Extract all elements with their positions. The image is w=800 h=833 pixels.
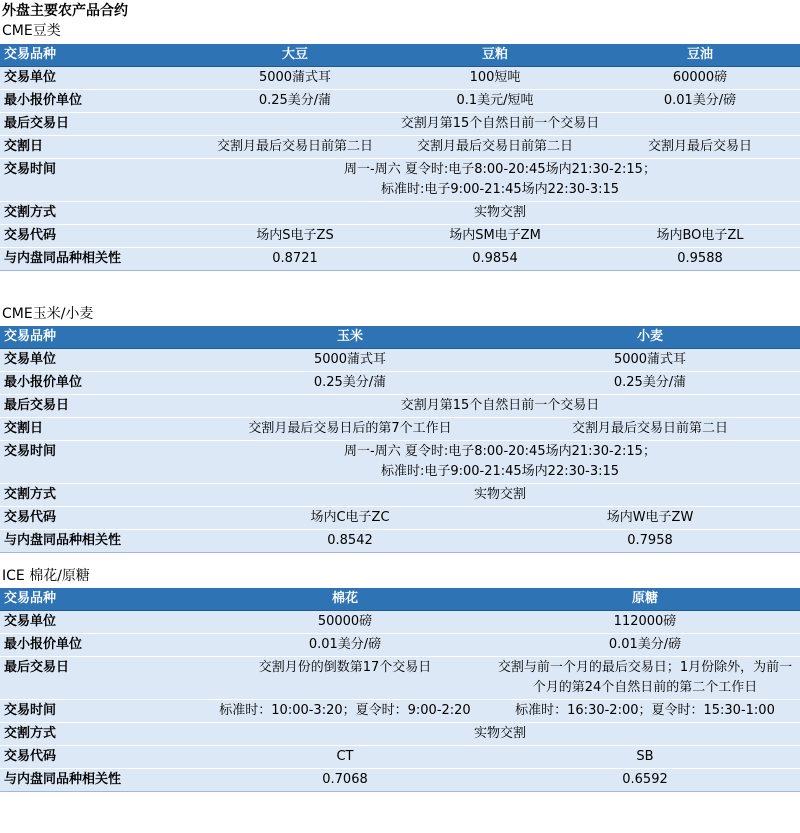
table-row <box>0 611 800 634</box>
row-label: 与内盘同品种相关性 <box>0 769 200 792</box>
table-cell: 交割月最后交易日后的第7个工作日 <box>200 418 500 441</box>
header-cell: 玉米 <box>200 326 500 349</box>
table-row <box>0 136 800 159</box>
section-title-ice-cotton-sugar: ICE 棉花/原糖 <box>2 568 90 584</box>
table-cell: 0.1美元/短吨 <box>390 90 600 113</box>
spec-table-cme-beans <box>0 44 800 271</box>
table-cell: 标准时：10:00-3:20；夏令时：9:00-2:20 <box>200 700 490 723</box>
table-cell: 5000蒲式耳 <box>200 349 500 372</box>
table-cell: 0.7958 <box>500 530 800 553</box>
table-cell: 0.01美分/磅 <box>600 90 800 113</box>
table-row <box>0 700 800 723</box>
row-label: 交割方式 <box>0 202 200 225</box>
table-cell: 0.01美分/磅 <box>490 634 800 657</box>
table-row <box>0 349 800 372</box>
table-cell: SB <box>490 746 800 769</box>
table-cell: 112000磅 <box>490 611 800 634</box>
table-row <box>0 225 800 248</box>
table-cell: 0.9588 <box>600 248 800 271</box>
table-cell: 交割月最后交易日前第二日 <box>200 136 390 159</box>
table-header-row <box>0 326 800 349</box>
row-label: 与内盘同品种相关性 <box>0 248 200 271</box>
section-title-cme-corn-wheat: CME玉米/小麦 <box>2 306 94 322</box>
table-header-row <box>0 588 800 611</box>
row-label: 交易时间 <box>0 159 200 202</box>
table-cell: 场内SM电子ZM <box>390 225 600 248</box>
row-label: 最小报价单位 <box>0 634 200 657</box>
table-cell: 标准时：16:30-2:00；夏令时：15:30-1:00 <box>490 700 800 723</box>
header-cell: 豆粕 <box>390 44 600 67</box>
table-row <box>0 159 800 202</box>
row-label: 交易单位 <box>0 349 200 372</box>
header-cell: 交易品种 <box>0 44 200 67</box>
table-cell: 0.25美分/蒲 <box>200 90 390 113</box>
table-cell: 5000蒲式耳 <box>500 349 800 372</box>
table-row <box>0 657 800 700</box>
table-cell: 0.9854 <box>390 248 600 271</box>
table-row <box>0 507 800 530</box>
row-label: 最后交易日 <box>0 113 200 136</box>
table-cell: 0.6592 <box>490 769 800 792</box>
table-cell: 交割月第15个自然日前一个交易日 <box>200 113 800 136</box>
row-label: 交割方式 <box>0 484 200 507</box>
row-label: 交割日 <box>0 136 200 159</box>
table-row <box>0 202 800 225</box>
table-cell: 5000蒲式耳 <box>200 67 390 90</box>
page-title: 外盘主要农产品合约 <box>2 3 128 19</box>
table-cell: 场内BO电子ZL <box>600 225 800 248</box>
table-row <box>0 484 800 507</box>
spec-table-ice-cotton-sugar <box>0 588 800 792</box>
table-row <box>0 746 800 769</box>
section-title-cme-beans: CME豆类 <box>2 23 61 39</box>
row-label: 交割日 <box>0 418 200 441</box>
table-cell: 周一-周六 夏令时:电子8:00-20:45场内21:30-2:15； 标准时:电子9:00-21:45场内22:30-3:15 <box>200 159 800 202</box>
row-label: 交易时间 <box>0 441 200 484</box>
table-cell: 实物交割 <box>200 723 800 746</box>
table-cell: 交割月最后交易日前第二日 <box>500 418 800 441</box>
table-row <box>0 90 800 113</box>
table-cell: 0.7068 <box>200 769 490 792</box>
table-row <box>0 769 800 792</box>
table-row <box>0 372 800 395</box>
table-row <box>0 113 800 136</box>
table-cell: 0.25美分/蒲 <box>200 372 500 395</box>
row-label: 最小报价单位 <box>0 90 200 113</box>
header-cell: 棉花 <box>200 588 490 611</box>
table-cell: 实物交割 <box>200 202 800 225</box>
table-cell: 交割月最后交易日 <box>600 136 800 159</box>
table-cell: 60000磅 <box>600 67 800 90</box>
row-label: 交割方式 <box>0 723 200 746</box>
header-cell: 大豆 <box>200 44 390 67</box>
row-label: 最后交易日 <box>0 657 200 700</box>
table-cell: 场内S电子ZS <box>200 225 390 248</box>
row-label: 交易单位 <box>0 611 200 634</box>
spec-table-cme-corn-wheat <box>0 326 800 553</box>
table-cell: 交割月份的倒数第17个交易日 <box>200 657 490 700</box>
table-cell: 0.8542 <box>200 530 500 553</box>
table-row <box>0 634 800 657</box>
header-cell: 交易品种 <box>0 326 200 349</box>
table-cell: CT <box>200 746 490 769</box>
row-label: 交易代码 <box>0 746 200 769</box>
table-cell: 50000磅 <box>200 611 490 634</box>
table-cell: 0.01美分/磅 <box>200 634 490 657</box>
table-header-row <box>0 44 800 67</box>
table-row <box>0 67 800 90</box>
header-cell: 小麦 <box>500 326 800 349</box>
table-row <box>0 530 800 553</box>
table-cell: 场内W电子ZW <box>500 507 800 530</box>
header-cell: 交易品种 <box>0 588 200 611</box>
table-row <box>0 441 800 484</box>
row-label: 交易单位 <box>0 67 200 90</box>
table-cell: 0.8721 <box>200 248 390 271</box>
row-label: 交易代码 <box>0 507 200 530</box>
table-row <box>0 723 800 746</box>
table-cell: 交割月最后交易日前第二日 <box>390 136 600 159</box>
table-cell: 交割与前一个月的最后交易日；1月份除外，为前一个月的第24个自然日前的第二个工作日 <box>490 657 800 700</box>
table-cell: 交割月第15个自然日前一个交易日 <box>200 395 800 418</box>
header-cell: 原糖 <box>490 588 800 611</box>
table-cell: 周一-周六 夏令时:电子8:00-20:45场内21:30-2:15； 标准时:电子9:00-21:45场内22:30-3:15 <box>200 441 800 484</box>
table-row <box>0 248 800 271</box>
table-cell: 0.25美分/蒲 <box>500 372 800 395</box>
row-label: 与内盘同品种相关性 <box>0 530 200 553</box>
table-row <box>0 395 800 418</box>
row-label: 最后交易日 <box>0 395 200 418</box>
table-cell: 100短吨 <box>390 67 600 90</box>
table-cell: 实物交割 <box>200 484 800 507</box>
header-cell: 豆油 <box>600 44 800 67</box>
row-label: 交易时间 <box>0 700 200 723</box>
row-label: 最小报价单位 <box>0 372 200 395</box>
row-label: 交易代码 <box>0 225 200 248</box>
table-row <box>0 418 800 441</box>
table-cell: 场内C电子ZC <box>200 507 500 530</box>
